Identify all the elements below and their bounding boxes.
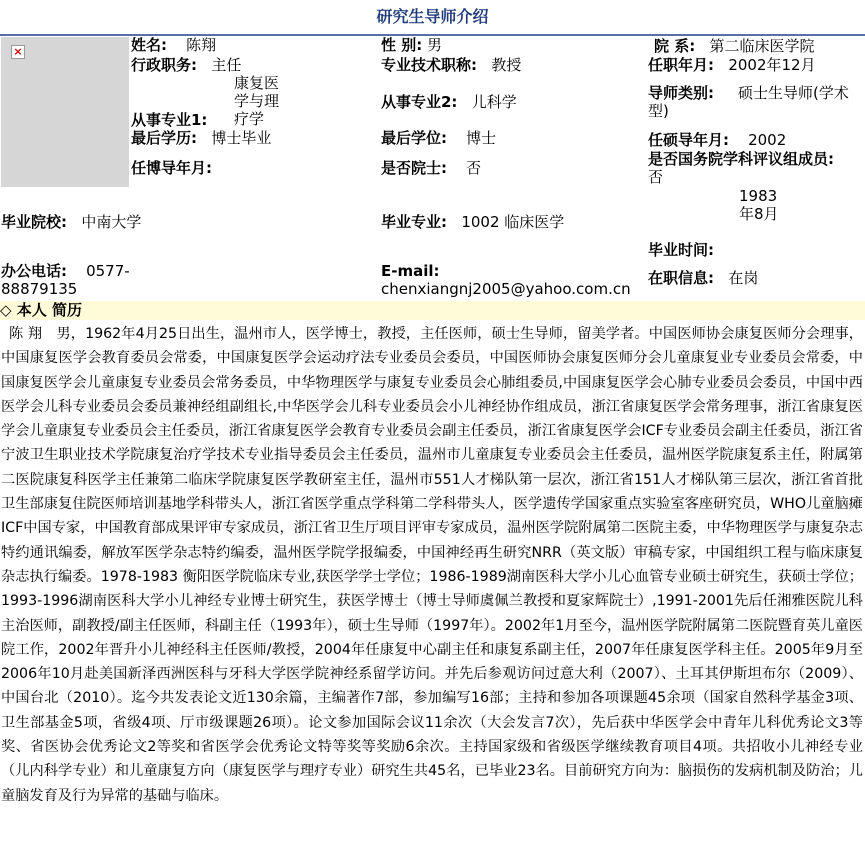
grad-time-label: 毕业时间: bbox=[648, 241, 714, 259]
grad-time-value: 1983年8月 bbox=[739, 187, 779, 223]
email-label: E-mail: bbox=[381, 262, 440, 280]
last-edu-field bbox=[131, 129, 271, 147]
master-sup-value: 2002 bbox=[748, 131, 787, 149]
department-value: 第二临床医学院 bbox=[709, 37, 815, 55]
department-field bbox=[654, 37, 815, 55]
broken-image-icon: × bbox=[11, 45, 25, 59]
prof-title-field bbox=[381, 56, 521, 74]
gender-label: 性 别: bbox=[381, 36, 423, 54]
page-title: 研究生导师介绍 bbox=[376, 7, 489, 26]
appoint-date-label: 任职年月: bbox=[648, 56, 714, 74]
last-degree-field bbox=[381, 129, 496, 147]
name-value: 陈翔 bbox=[186, 36, 217, 54]
last-edu-value: 博士毕业 bbox=[211, 129, 272, 147]
school-label: 毕业院校: bbox=[1, 213, 67, 231]
department-label: 院 系: bbox=[654, 37, 696, 55]
council-field bbox=[648, 150, 848, 186]
prof-title-value: 教授 bbox=[491, 56, 522, 74]
phone-value: 0577-88879135 bbox=[1, 262, 130, 298]
grad-major-label: 毕业专业: bbox=[381, 213, 447, 231]
phone-field bbox=[1, 262, 151, 298]
council-label: 是否国务院学科评议组成员: bbox=[648, 150, 834, 168]
admin-post-label: 行政职务: bbox=[131, 56, 197, 74]
biography-text: 陈 翔 男，1962年4月25日出生，温州市人，医学博士，教授，主任医师，硕士生导师，留美学者。中国医师协会康复医师分会理事，中国康复医学会教育委员会常委，中国康复医学会运动疗法专业委员会委员，中国医师协会康复医师分会儿童康复业专业委员会常委，中国康复医学会儿童康复专业委员会常务委员，中华物理医学与康复专业委员会心肺组委员,中国康复医学会心肺专业委员会委员，中国中西医学会儿科专业委员会委员兼神经组副组长,中华医学会儿科专业委员会小儿神经协作组成员，浙江省康复医学会常务理事，浙江省康复医学会儿童康复专业委员会主任委员，浙江省康复医学会教育专业委员会副主任委员，浙江省康复医学会ICF专业委员会副主任委员，浙江省宁波卫生职业技术学院康复治疗学技术专业指导委员会主任委员，温州市儿童康复专业委员会主任委员，温州医学院康复系主任，附属第二医院康复科医学主任兼第二临床学院康复医学教研室主任，温州市551人才梯队第一层次，浙江省151人才梯队第三层次，浙江省首批卫生部康复住院医师培训基地学科带头人，浙江省医学重点学科第二学科带头人，医学遗传学国家重点实验室客座研究员，WHO儿童脑瘫ICF中国专家，中国教育部成果评审专家成员，浙江省卫生厅项目评审专家成员，温州医学院附属第二医院主委，中华物理医学与康复杂志特约通讯编委，解放军医学杂志特约编委，温州医学院学报编委，中国神经再生研究NRR（英文版）审稿专家，中国组织工程与临床康复杂志执行编委。1978-1983 衡阳医学院临床专业,获医学学士学位；1986-1989湖南医科大学小儿心血管专业硕士研究生，获硕士学位；1993-1996湖南医科大学小儿神经专业博士研究生，获医学博士（博士导师虞佩兰教授和夏家辉院士）,1991-2001先后任湘雅医院儿科主治医师，副教授/副主任医师，科副主任（1993年），硕士生导师（1997年）。2002年1月至今，温州医学院附属第二医院暨育英儿童医院工作，2002年晋升小儿神经科主任医师/教授，2004年任康复中心副主任和康复系副主任，2007年任康复医学科主任。2005年9月至2006年10月赴美国新泽西洲医科与牙科大学医学院神经系留学访问。并先后参观访问过意大利（2007）、土耳其伊斯坦布尔（2009）、中国台北（2010）。迄今共发表论文近130余篇，主编著作7部，参加编写16部；主持和参加各项课题45余项（国家自然科学基金3项、卫生部基金5项，省级4项、厅市级课题26项）。论文参加国际会议11余次（大会发言7次），先后获中华医学会中青年儿科优秀论文3等奖、省医协会优秀论文2等奖和省医学会优秀论文特等奖等奖励6余次。主持国家级和省级医学继续教育项目4项。共招收小儿神经专业（儿内科学专业）和儿童康复方向（康复医学与理疗专业）研究生共45名，已毕业23名。目前研究方向为：脑损伤的发病机制及防治；儿童脑发育及行为异常的基础与临床。 bbox=[1, 326, 863, 804]
phone-label: 办公电话: bbox=[1, 262, 67, 280]
status-value: 在岗 bbox=[728, 269, 759, 287]
major1-value: 康复医学与理疗学 bbox=[234, 74, 280, 128]
profile-photo bbox=[1, 37, 129, 187]
master-sup-label: 任硕导年月: bbox=[648, 131, 729, 149]
last-degree-value: 博士 bbox=[466, 129, 497, 147]
name-field bbox=[131, 36, 216, 54]
gender-value: 男 bbox=[427, 36, 443, 54]
email-value[interactable]: chenxiangnj2005@yahoo.com.cn bbox=[381, 280, 631, 298]
appoint-date-value: 2002年12月 bbox=[728, 56, 816, 74]
council-value: 否 bbox=[648, 168, 664, 186]
name-label: 姓名: bbox=[131, 36, 167, 54]
school-field bbox=[1, 213, 141, 231]
phd-sup-field bbox=[131, 159, 212, 177]
school-value: 中南大学 bbox=[81, 213, 142, 231]
major2-value: 儿科学 bbox=[471, 93, 517, 111]
admin-post-value: 主任 bbox=[211, 56, 242, 74]
last-edu-label: 最后学历: bbox=[131, 129, 197, 147]
prof-title-label: 专业技术职称: bbox=[381, 56, 477, 74]
status-label: 在职信息: bbox=[648, 269, 714, 287]
major2-field bbox=[381, 93, 517, 111]
supervisor-type-value: 硕士生导师(学术型) bbox=[648, 84, 849, 120]
major1-label: 从事专业1: bbox=[131, 111, 208, 129]
last-degree-label: 最后学位: bbox=[381, 129, 447, 147]
phd-sup-label: 任博导年月: bbox=[131, 159, 212, 177]
major2-label: 从事专业2: bbox=[381, 93, 458, 111]
resume-section-header: ◇ 本人 简历 bbox=[0, 301, 865, 320]
academician-value: 否 bbox=[466, 159, 482, 177]
academician-field bbox=[381, 159, 481, 177]
grad-major-field bbox=[381, 213, 564, 231]
gender-field bbox=[381, 36, 442, 54]
grad-major-value: 1002 临床医学 bbox=[461, 213, 565, 231]
appoint-date-field bbox=[648, 56, 816, 74]
status-field bbox=[648, 269, 758, 287]
admin-post-field bbox=[131, 56, 241, 74]
supervisor-type-label: 导师类别: bbox=[648, 84, 714, 102]
academician-label: 是否院士: bbox=[381, 159, 447, 177]
master-sup-field bbox=[648, 131, 786, 149]
email-field bbox=[381, 262, 651, 298]
